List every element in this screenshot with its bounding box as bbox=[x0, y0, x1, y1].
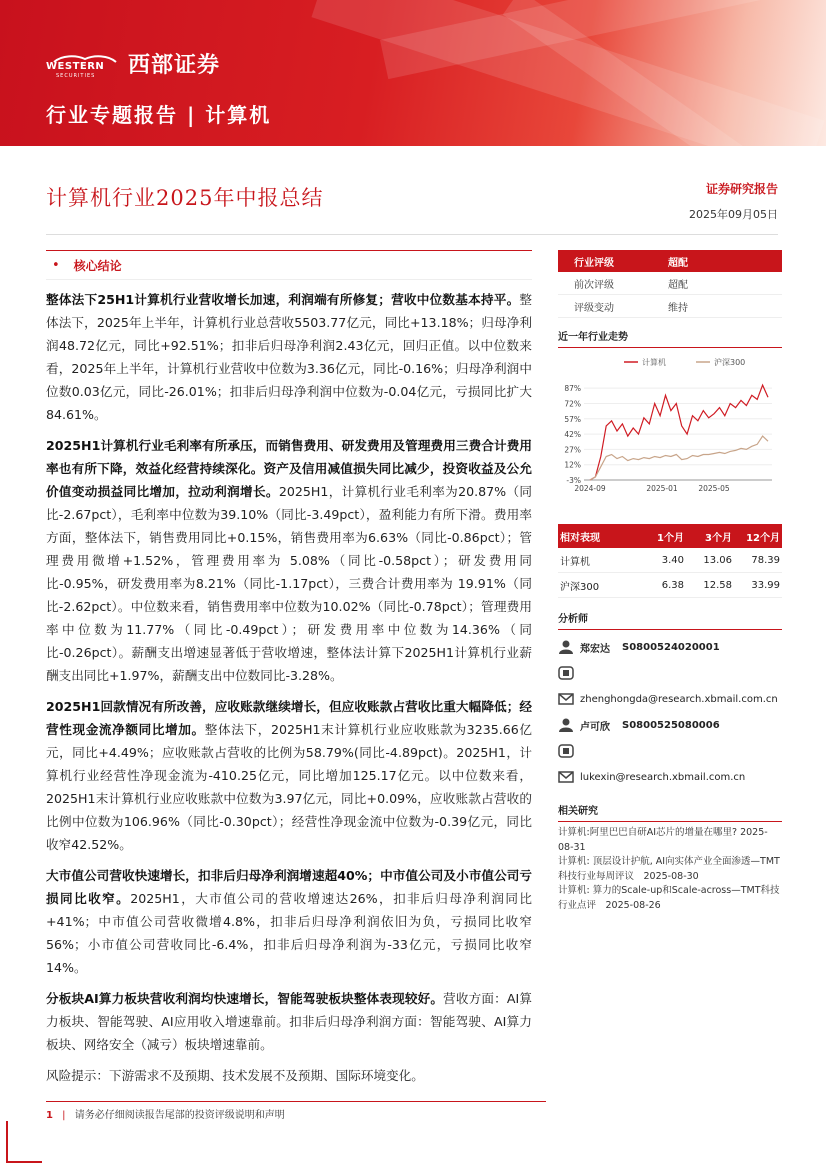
paragraph-lead: 大市值公司营收快速增长，扣非后归母净利润增速超40%；中市值公司及小市值公司亏损同比收窄。 bbox=[46, 868, 532, 906]
rating-row-label: 前次评级 bbox=[574, 279, 614, 291]
sidebar bbox=[558, 250, 782, 913]
perf-header-3m: 3个月 bbox=[705, 532, 732, 544]
phone-icon bbox=[558, 744, 574, 758]
perf-header-12m: 12个月 bbox=[746, 532, 780, 544]
footer bbox=[46, 1106, 285, 1121]
phone-icon bbox=[558, 666, 574, 680]
analyst-entry bbox=[558, 712, 782, 738]
logo-chinese: 西部证券 bbox=[128, 53, 221, 78]
rating-value: 超配 bbox=[668, 257, 688, 269]
analyst-cert: S0800524020001 bbox=[622, 641, 720, 653]
y-tick-label: 72% bbox=[564, 399, 581, 409]
paragraph-body: 营收方面：AI算力板块、智能驾驶、AI应用收入增速靠前。扣非后归母净利润方面：智能驾驶、AI算力板块、网络安全（减亏）板块增速靠前。 bbox=[46, 991, 532, 1052]
rating-row-label: 评级变动 bbox=[574, 302, 614, 314]
paragraph-lead: 整体法下25H1计算机行业营收增长加速，利润端有所修复；营收中位数基本持平。 bbox=[46, 292, 520, 307]
table-row bbox=[558, 573, 782, 598]
series-line-csi300 bbox=[590, 436, 768, 480]
legend-label: 计算机 bbox=[642, 358, 666, 367]
perf-row-label: 沪深300 bbox=[560, 581, 600, 593]
paragraph bbox=[46, 434, 532, 687]
analyst-contact bbox=[558, 764, 782, 790]
y-tick-label: 87% bbox=[564, 384, 581, 394]
analyst-name: 卢可欣 bbox=[580, 721, 610, 733]
footer-separator: | bbox=[62, 1110, 66, 1121]
legend-label: 沪深300 bbox=[714, 358, 746, 367]
corner-mark bbox=[6, 1121, 42, 1163]
logo-english-sub: SECURITIES bbox=[56, 73, 96, 79]
analyst-cert: S0800525080006 bbox=[622, 719, 720, 731]
x-tick-label: 2024-09 bbox=[574, 484, 606, 493]
trend-chart bbox=[558, 352, 782, 502]
analyst-name: 郑宏达 bbox=[580, 643, 610, 655]
page-number: 1 bbox=[46, 1110, 53, 1121]
perf-header-1m: 1个月 bbox=[657, 532, 684, 544]
paragraph-lead: 2025H1回款情况有所改善，应收账款继续增长，但应收账款占营收比重大幅降低；经营性现金流净额同比增加。 bbox=[46, 699, 532, 737]
related-item[interactable]: 计算机:阿里巴巴自研AI芯片的增量在哪里? 2025-08-31 bbox=[558, 827, 768, 853]
related-item[interactable]: 计算机: 算力的Scale-up和Scale-across—TMT科技行业点评 2025-08-26 bbox=[558, 885, 780, 911]
analyst-contact bbox=[558, 738, 782, 764]
perf-row-label: 计算机 bbox=[560, 556, 590, 568]
rating-label: 行业评级 bbox=[574, 257, 614, 269]
title-divider bbox=[46, 234, 778, 235]
core-conclusions bbox=[46, 250, 532, 1087]
paragraph-body: 整体法下，2025年上半年，计算机行业总营收5503.77亿元，同比+13.18%；归母净利润48.72亿元，同比+92.51%；扣非后归母净利润2.43亿元，回归正值。以中位数来看，2025年上半年，计算机行业营收中位数为3.36亿元，同比-0.16%；归母净利润中位数0.03亿元，同比-26.01%；扣非后归母净利润中位数为-0.04亿元，亏损同比扩大84.61%。 bbox=[46, 292, 532, 422]
rating-row bbox=[558, 272, 782, 295]
rating-table-header bbox=[558, 250, 782, 272]
related-heading: 相关研究 bbox=[558, 802, 782, 822]
perf-cell: 6.38 bbox=[661, 579, 684, 591]
series-line-computer bbox=[590, 385, 768, 480]
bullet-icon: • bbox=[52, 257, 60, 273]
paragraph-lead: 2025H1计算机行业毛利率有所承压，而销售费用、研发费用及管理费用三费合计费用率也有所下降，效益化经营持续深化。资产及信用减值损失同比减少，投资收益及公允价值变动损益同比增加，拉动利润增长。 bbox=[46, 438, 532, 499]
paragraph-body: 2025H1，计算机行业毛利率为20.87%（同比-2.67pct），毛利率中位数为39.10%（同比-3.49pct），盈利能力有所下滑。费用率方面，整体法下，销售费用同比+0.15%，销售费用率为6.63%（同比-0.86pct）；管理费用微增+1.52%，管理费用率为 5.08%（同比-0.58pct）；研发费用同比-0.95%，研发费用率为8.21%（同比-1.17pct），三费合计费用率为 19.91%（同比-2.62pct）。中位数来看，销售费用率中位数为10.02%（同比-0.78pct）；管理费用率中位数为11.77%（同比-0.49pct）；研发费用率中位数为14.36%（同比-0.26pct）。薪酬支出增速显著低于营收增速，整体法计算下2025H1计算机行业薪酬支出同比+1.97%，薪酬支出中位数同比-3.28%。 bbox=[46, 484, 532, 683]
header-banner bbox=[0, 0, 826, 146]
paragraph-lead: 分板块AI算力板块营收利润均快速增长，智能驾驶板块整体表现较好。 bbox=[46, 991, 444, 1006]
email-icon bbox=[558, 692, 574, 706]
footer-disclaimer: 请务必仔细阅读报告尾部的投资评级说明和声明 bbox=[74, 1110, 285, 1121]
x-tick-label: 2025-01 bbox=[646, 484, 678, 493]
email-icon bbox=[558, 770, 574, 784]
report-type: 证券研究报告 bbox=[705, 182, 778, 196]
paragraph bbox=[46, 288, 532, 426]
rating-row-value: 超配 bbox=[668, 279, 688, 291]
core-heading-label: 核心结论 bbox=[73, 258, 122, 273]
page-title: 计算机行业2025年中报总结 bbox=[46, 186, 324, 210]
paragraph-body: 整体法下，2025H1末计算机行业应收账款为3235.66亿元，同比+4.49%；应收账款占营收的比例为58.79%(同比-4.89pct)。2025H1，计算机行业经营性净现金流为-410.25亿元，同比增加125.17亿元。以中位数来看，2025H1末计算机行业应收账款中位数为3.97亿元，同比+0.09%，应收账款占营收的比例中位数为106.96%（同比-0.30pct）；经营性净现金流中位数为-0.39亿元，同比收窄42.52%。 bbox=[46, 722, 532, 852]
y-tick-label: -3% bbox=[566, 476, 581, 485]
y-tick-label: 27% bbox=[564, 445, 581, 455]
paragraph bbox=[46, 695, 532, 856]
perf-cell: 78.39 bbox=[751, 554, 780, 566]
y-tick-label: 12% bbox=[564, 460, 581, 470]
analyst-email[interactable]: zhenghongda@research.xbmail.com.cn bbox=[580, 693, 778, 705]
person-icon bbox=[558, 718, 574, 732]
perf-header-label: 相对表现 bbox=[560, 532, 600, 544]
analyst-heading: 分析师 bbox=[558, 610, 782, 630]
y-tick-label: 57% bbox=[564, 414, 581, 424]
y-tick-label: 42% bbox=[564, 430, 581, 440]
company-logo bbox=[46, 48, 220, 79]
analyst-contact bbox=[558, 660, 782, 686]
logo-english: WESTERN bbox=[46, 61, 105, 72]
trend-heading: 近一年行业走势 bbox=[558, 328, 782, 348]
banner-title: 行业专题报告 | 计算机 bbox=[46, 103, 272, 127]
footer-divider bbox=[46, 1101, 546, 1102]
analyst-contact bbox=[558, 686, 782, 712]
paragraph bbox=[46, 987, 532, 1056]
paragraph-body: 风险提示：下游需求不及预期、技术发展不及预期、国际环境变化。 bbox=[46, 1068, 424, 1083]
related-item[interactable]: 计算机: 顶层设计护航, AI向实体产业全面渗透—TMT科技行业每周评议 2025-08-30 bbox=[558, 856, 780, 882]
performance-table-header bbox=[558, 524, 782, 548]
rating-row bbox=[558, 295, 782, 318]
rating-row-value: 维持 bbox=[668, 302, 688, 314]
x-tick-label: 2025-05 bbox=[698, 484, 730, 493]
report-date: 2025年09月05日 bbox=[689, 208, 778, 221]
person-icon bbox=[558, 640, 574, 654]
risk-warning bbox=[46, 1064, 532, 1087]
perf-cell: 12.58 bbox=[703, 579, 732, 591]
core-heading bbox=[46, 250, 532, 280]
paragraph bbox=[46, 864, 532, 979]
analyst-entry bbox=[558, 634, 782, 660]
perf-cell: 33.99 bbox=[751, 579, 780, 591]
perf-cell: 13.06 bbox=[703, 554, 732, 566]
perf-cell: 3.40 bbox=[661, 554, 684, 566]
table-row bbox=[558, 548, 782, 573]
paragraph-body: 2025H1，大市值公司的营收增速达26%，扣非后归母净利润同比+41%；中市值公司营收微增4.8%，扣非后归母净利润依旧为负，亏损同比收窄56%；小市值公司营收同比-6.4%，扣非后归母净利润为-33亿元，亏损同比收窄14%。 bbox=[46, 891, 532, 975]
analyst-email[interactable]: lukexin@research.xbmail.com.cn bbox=[580, 771, 746, 783]
